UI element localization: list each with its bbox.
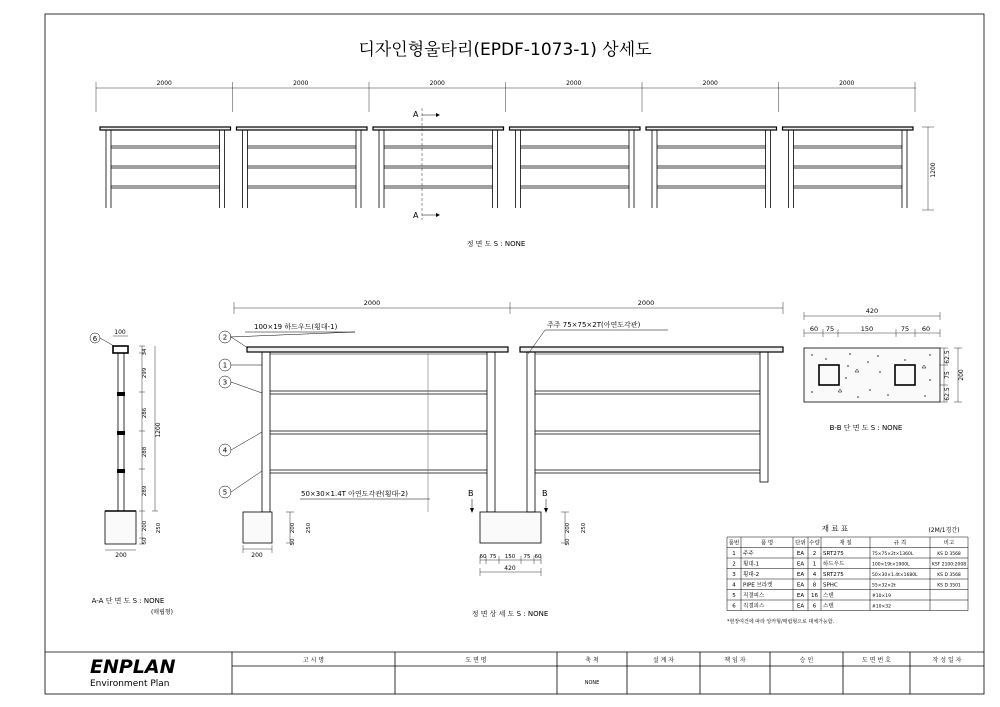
materials-header-4: 수량	[809, 540, 820, 547]
bb-section	[804, 307, 965, 432]
aa-seg-5: 289	[142, 485, 148, 497]
materials-table	[727, 523, 968, 625]
side-dim-2: 250	[581, 522, 587, 534]
bb-right-dim-3: 62.5	[944, 387, 951, 401]
callout-4-label: 4	[222, 446, 228, 455]
materials-cell-r3-c2: 횡대-2	[743, 572, 760, 578]
materials-cell-r6-c3: EA	[796, 603, 805, 610]
section-mark-a-top: A	[413, 110, 419, 119]
bb-dim-3: 150	[860, 325, 874, 333]
front-panel-5	[646, 127, 777, 208]
front-span-label-5: 2000	[702, 80, 718, 87]
front-span-label-6: 2000	[839, 80, 855, 87]
materials-cell-r4-c3: EA	[796, 582, 805, 589]
brand-subtitle: Environment Plan	[90, 679, 170, 689]
materials-header-6: 규 격	[893, 540, 907, 547]
bb-caption: B-B 단 면 도 S : NONE	[829, 424, 903, 432]
base-dim-4: 75	[523, 554, 531, 560]
front-height-label: 1200	[930, 162, 937, 178]
materials-header-2: 품 명	[760, 540, 774, 547]
materials-cell-r4-c4: 8	[812, 582, 817, 589]
aa-seg-6: 200	[142, 520, 148, 532]
materials-cell-r4-c6: 55×32×2t	[872, 583, 896, 589]
section-mark-a-bottom: A	[413, 211, 419, 220]
materials-footnote: *현장여건에 따라 앙카형/매립형으로 대체가능함.	[727, 619, 835, 625]
materials-cell-r3-c3: EA	[796, 572, 805, 578]
title-block-header-1: 고 시 명	[302, 657, 325, 664]
bb-right-total: 200	[958, 369, 965, 381]
materials-cell-r1-c3: EA	[796, 551, 805, 557]
materials-cell-r6-c4: 6	[812, 603, 817, 610]
materials-cell-r1-c2: 주주	[743, 551, 754, 557]
base-dim-1: 60	[479, 554, 487, 560]
materials-header-7: 비고	[943, 540, 955, 547]
materials-cell-r3-c6: 50×30×1.4t×1680L	[872, 573, 918, 578]
materials-cell-r4-c5: SPHC	[823, 582, 838, 589]
title-block-header-8: 작 성 일 자	[932, 657, 962, 664]
detail-front-view	[219, 299, 783, 618]
front-span-label-2: 2000	[293, 80, 309, 87]
materials-cell-r6-c1: 6	[732, 603, 736, 610]
materials-cell-r1-c1: 1	[732, 551, 736, 557]
materials-cell-r6-c2: 직결피스	[743, 603, 765, 610]
label-rail-2: 50×30×1.4T 아연도각관(횡대-2)	[301, 490, 408, 498]
bb-dim-4: 75	[900, 325, 910, 333]
bb-dim-1: 60	[809, 325, 819, 333]
aa-seg-3: 286	[142, 407, 148, 419]
bb-dim-5: 60	[921, 325, 931, 333]
base-dim-5: 60	[534, 554, 542, 560]
aa-seg-4: 288	[142, 446, 148, 458]
materials-cell-r3-c1: 3	[732, 572, 736, 578]
materials-cell-r3-c7: KS D 3568	[937, 573, 961, 578]
base-dim-3: 150	[504, 554, 516, 560]
top-rail-right	[520, 347, 783, 352]
front-span-label-4: 2000	[566, 80, 582, 87]
drawing-title: 디자인형울타리(EPDF-1073-1) 상세도	[358, 40, 652, 60]
title-block-header-4: 설 계 자	[652, 657, 675, 664]
side-dim-1: 200	[565, 522, 571, 534]
materials-cell-r6-c6: #10×32	[872, 604, 891, 610]
base-dim-2: 75	[489, 554, 497, 560]
materials-cell-r5-c6: #10×19	[872, 594, 891, 599]
front-panel-3	[373, 127, 504, 208]
left-side-dim-1: 200	[290, 522, 296, 534]
front-panel-4	[510, 127, 641, 208]
callout-6-label: 6	[92, 335, 98, 343]
materials-header-1: 품번	[728, 540, 740, 547]
label-post: 주주 75×75×2T(아연도각관)	[547, 321, 641, 329]
title-block	[90, 652, 984, 694]
title-block-header-2: 도 면 명	[465, 657, 487, 664]
callout-3-label: 3	[222, 378, 228, 387]
detail-span-2: 2000	[637, 299, 655, 307]
front-span-label-3: 2000	[429, 80, 445, 87]
materials-cell-r3-c4: 4	[812, 572, 817, 578]
materials-cell-r2-c3: EA	[796, 561, 805, 568]
front-panel-2	[237, 127, 368, 208]
title-block-header-7: 도 면 번 호	[862, 657, 891, 664]
section-mark-b-left: B	[468, 489, 474, 498]
post-right-1	[527, 352, 535, 512]
materials-title: 재 료 표	[821, 524, 849, 533]
top-rail-left	[247, 347, 508, 352]
aa-base-width: 200	[115, 552, 127, 559]
materials-cell-r1-c6: 75×75×2t×1360L	[872, 552, 914, 557]
materials-cell-r5-c1: 5	[732, 593, 736, 599]
materials-cell-r2-c5: 하드우드	[823, 561, 845, 568]
detail-span-1: 2000	[363, 299, 381, 307]
materials-cell-r4-c1: 4	[732, 582, 736, 589]
materials-cell-r5-c3: EA	[796, 593, 805, 599]
materials-cell-r3-c5: SRT275	[823, 572, 844, 578]
bb-dim-2: 75	[825, 325, 835, 333]
materials-cell-r6-c5: 스텐	[823, 603, 834, 610]
label-rail-1: 100×19 하드우드(횡대-1)	[254, 323, 338, 331]
materials-cell-r1-c7: KS D 3568	[937, 552, 961, 557]
materials-header-3: 단위	[795, 540, 806, 547]
left-base-width: 200	[251, 552, 263, 559]
aa-top-width: 100	[114, 329, 126, 336]
materials-cell-r2-c1: 2	[732, 561, 736, 568]
aa-seg-1: 34	[142, 348, 148, 356]
post-left-2	[487, 352, 495, 512]
materials-cell-r1-c5: SRT275	[823, 551, 844, 557]
materials-cell-r5-c2: 직결피스	[743, 593, 765, 599]
materials-cell-r5-c5: 스텐	[823, 593, 834, 599]
materials-cell-r4-c2: PIPE 브라켓	[743, 582, 773, 589]
callout-2-label: 2	[222, 333, 228, 342]
aa-height-label: 1200	[155, 422, 162, 438]
bb-total: 420	[865, 307, 879, 315]
base-total: 420	[504, 565, 516, 572]
front-panel-6	[783, 127, 914, 208]
aa-seg-8: 50	[142, 537, 148, 545]
materials-header-5: 재 질	[839, 540, 852, 547]
title-block-header-6: 승 인	[799, 657, 814, 664]
materials-cell-r2-c4: 1	[812, 561, 817, 568]
front-panel-1	[100, 127, 231, 208]
bb-right-dim-2: 75	[944, 371, 951, 379]
materials-unit-note: (2M/1경간)	[928, 527, 960, 534]
side-dim-3: 50	[565, 538, 571, 546]
title-block-header-5: 책 임 자	[724, 657, 746, 664]
materials-cell-r5-c4: 16	[811, 593, 818, 599]
bb-right-dim-1: 62.5	[944, 350, 951, 364]
callout-5-label: 5	[222, 488, 228, 497]
section-mark-b-right: B	[542, 489, 548, 498]
materials-cell-r2-c7: KSF 2100:2008	[931, 562, 967, 568]
aa-section	[90, 329, 173, 616]
materials-cell-r4-c7: KS D 3501	[937, 583, 961, 589]
left-side-dim-3: 50	[290, 538, 296, 546]
post-left-1	[262, 352, 270, 512]
callout-1-label: 1	[222, 361, 228, 370]
detail-caption: 정 면 상 세 도 S : NONE	[471, 610, 549, 618]
front-span-label-1: 2000	[156, 80, 172, 87]
front-view-caption: 정 면 도 S : NONE	[466, 240, 526, 248]
front-view	[96, 80, 937, 248]
materials-cell-r1-c4: 2	[812, 551, 817, 557]
aa-caption: A-A 단 면 도 S : NONE	[91, 597, 165, 605]
materials-cell-r2-c6: 100×19t×1900L	[872, 562, 910, 568]
aa-seg-2: 299	[142, 367, 148, 379]
bb-footing	[804, 348, 940, 402]
brand-logo: ENPLAN	[90, 656, 176, 678]
left-side-dim-2: 250	[306, 522, 312, 534]
title-block-header-3: 축 척	[585, 657, 599, 664]
aa-seg-7: 250	[156, 522, 162, 534]
aa-caption-sub: (매립형)	[150, 609, 174, 616]
materials-cell-r2-c2: 횡대-1	[743, 561, 760, 568]
post-right-2	[760, 352, 768, 482]
scale-value: NONE	[584, 680, 600, 686]
